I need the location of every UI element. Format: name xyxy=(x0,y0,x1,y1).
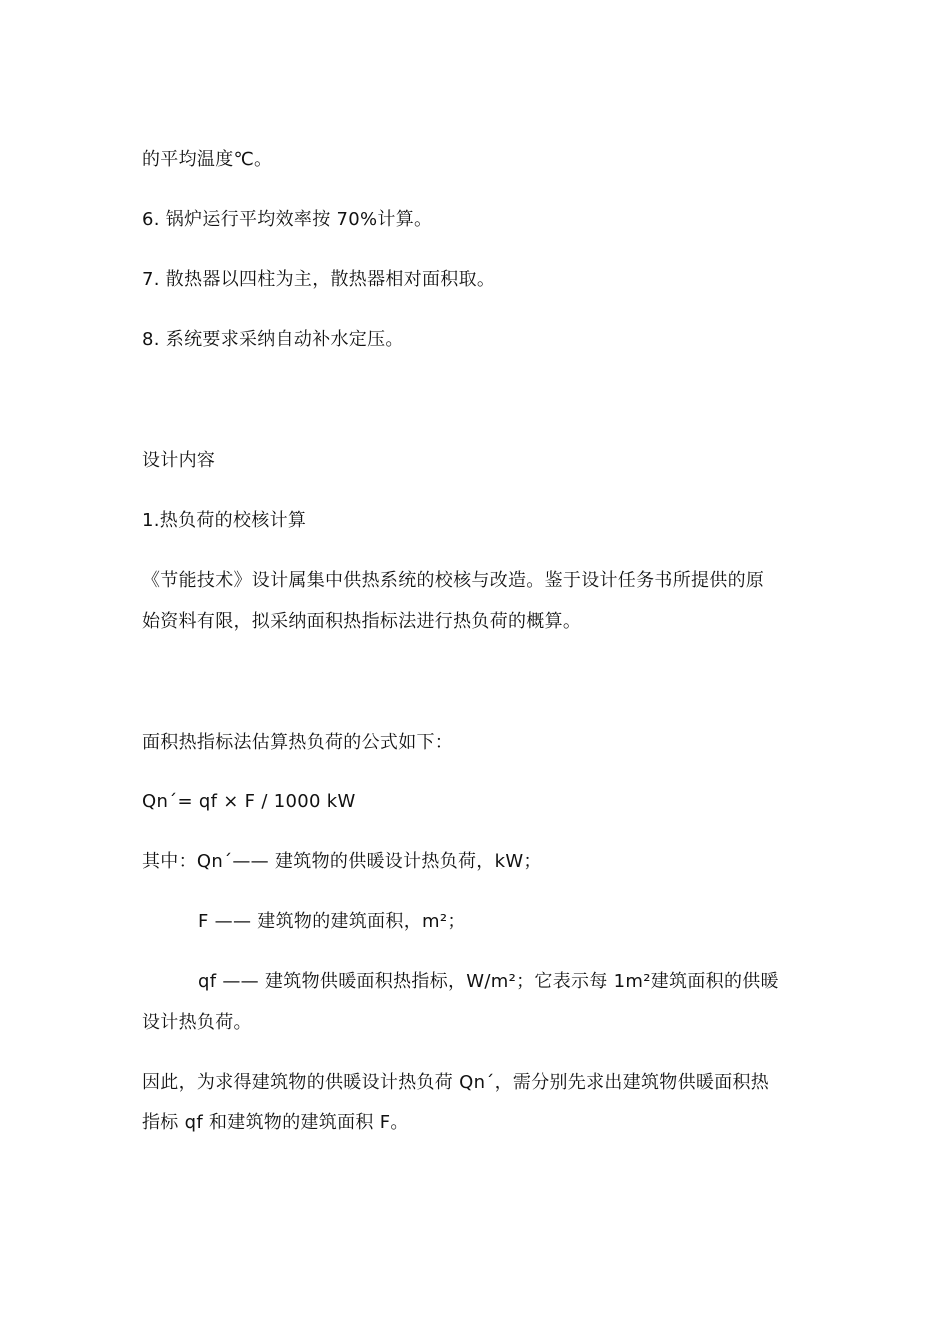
text-line-avg-temp: 的平均温度℃。 xyxy=(142,149,273,170)
list-item-7: 7. 散热器以四柱为主，散热器相对面积取。 xyxy=(142,269,496,290)
formula: Qn´= qf × F / 1000 kW xyxy=(142,791,356,812)
definition-qf-line-1: qf —— 建筑物供暖面积热指标，W/m²；它表示每 1m²建筑面积的供暖 xyxy=(198,971,779,992)
conclusion-line-2: 指标 qf 和建筑物的建筑面积 F。 xyxy=(142,1112,409,1133)
definition-qf-line-2: 设计热负荷。 xyxy=(142,1012,252,1033)
formula-intro: 面积热指标法估算热负荷的公式如下： xyxy=(142,732,454,753)
definition-qn: 其中：Qn´—— 建筑物的供暖设计热负荷，kW； xyxy=(142,851,542,872)
list-item-6: 6. 锅炉运行平均效率按 70%计算。 xyxy=(142,209,433,230)
subsection-heading: 1.热负荷的校核计算 xyxy=(142,510,307,531)
list-item-8: 8. 系统要求采纳自动补水定压。 xyxy=(142,329,404,350)
definition-f: F —— 建筑物的建筑面积，m²； xyxy=(198,911,466,932)
section-heading: 设计内容 xyxy=(142,450,216,471)
conclusion-line-1: 因此，为求得建筑物的供暖设计热负荷 Qn´，需分别先求出建筑物供暖面积热 xyxy=(142,1072,770,1093)
paragraph-line-2: 始资料有限，拟采纳面积热指标法进行热负荷的概算。 xyxy=(142,611,582,632)
paragraph-line-1: 《节能技术》设计属集中供热系统的校核与改造。鉴于设计任务书所提供的原 xyxy=(142,570,765,591)
